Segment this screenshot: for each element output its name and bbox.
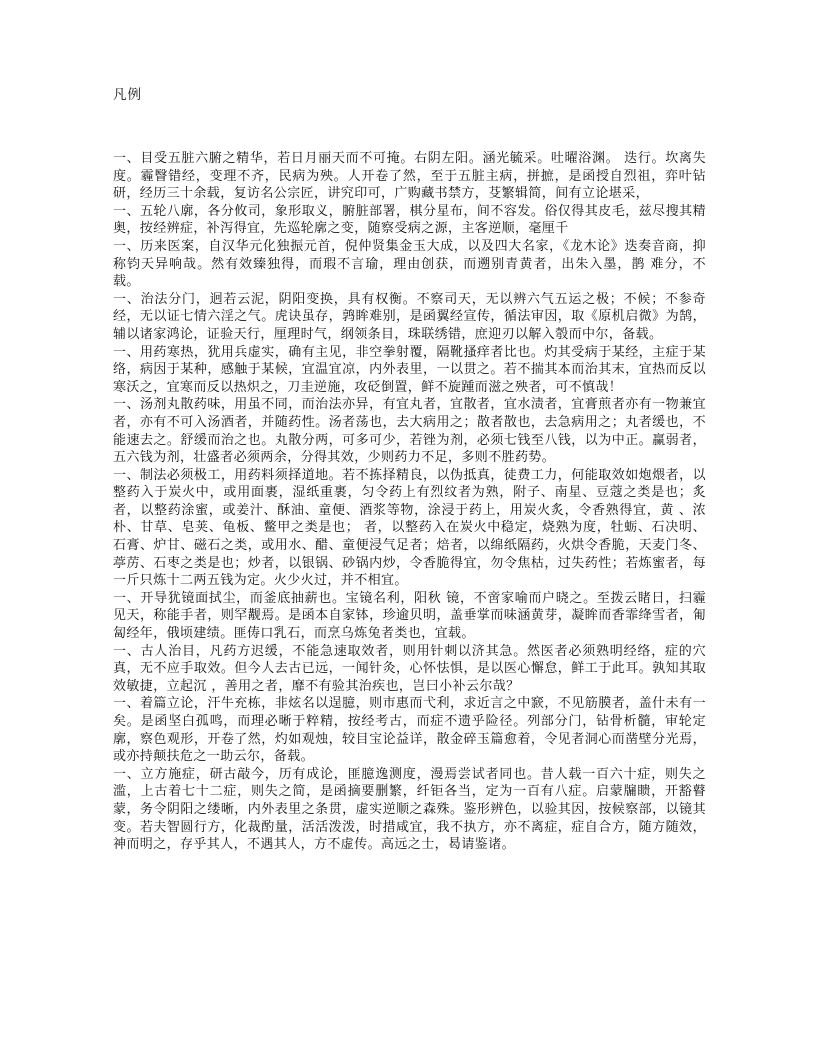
- document-body: [113, 150, 706, 854]
- paragraph: 一、立方施症，研古敲今，历有成论，匪臆逸测度，漫焉尝试者同也。昔人载一百六十症，则失之滥，上古着七十二症，则失之简，是函摘要删繁，纤钜各当，定为一百有八症。启蒙牖瞆，开豁瞽蒙，务令阴阳之缕晰，内外表里之条贯，虚实逆顺之森殊。鉴形辨色，以验其因，按候察部，以镜其变。若夫智圆行方，化裁酌量，活活泼泼，时措咸宜，我不执方，亦不离症，症自合方，随方随效，神而明之，存乎其人，不遇其人，方不虚传。高远之士，曷请鉴诸。: [113, 766, 706, 853]
- paragraph: 一、五轮八廓，各分攸司，象形取义，腑脏部署，棋分星布，间不容发。俗仅得其皮毛，兹尽搜其精奥，按经辨症，补泻得宜，先巡轮廓之变，随察受病之源，主客逆顺，毫厘千: [113, 203, 706, 237]
- page-title: 凡例: [113, 87, 142, 103]
- paragraph: 一、开导犹镜面拭尘，而釜底抽薪也。宝镜名利，阳秋 镜，不啻家喻而户晓之。至拨云睹日，扫霾见天，称能手者，则罕觏焉。是函本自家钵，珍逾贝明，盖垂掌而味涵黄芽，凝眸而香霏绛雪者，匍匐经年，俄顷建绩。匪俦口乳石，而烹乌炼兔者类也，宜载。: [113, 590, 706, 642]
- paragraph: 一、制法必须极工，用药料须择道地。若不拣择精良，以伪抵真，徒费工力，何能取效如炮煨者，以整药入于炭火中，或用面裹，湿纸重裹，匀令药上有烈纹者为熟，附子、南星、豆蔻之类是也；炙者，以整药涂蜜，或姜汁、酥油、童便、酒浆等物，涂浸于药上，用炭火炙，令香熟得宜，黄 、浓朴、甘草、皂荚、龟板、鳖甲之类是也； 者，以整药入在炭火中稳定，烧熟为度，牡蛎、石决明、石膏、炉甘、磁石之类，或用水、醋、童便浸气足者；焙者，以绵纸隔药，火烘令香脆，天麦门冬、葶苈、石枣之类是也；炒者，以银锅、砂锅内炒，令香脆得宜，勿令焦枯，过失药性；若炼蜜者，每一斤只炼十二两五钱为定。火少火过，并不相宜。: [113, 467, 706, 589]
- paragraph: 一、目受五脏六腑之精华，若日月丽天而不可掩。右阴左阳。涵光毓采。吐曜浴渊。 迭行。坎离失度。霾瞖错经，变理不齐，民病为殃。人开卷了然，至于五脏主病，拼摭，是函授自烈祖，弈叶钻研，经历三十余载，复访名公宗匠，讲究印可，广购藏书禁方，芟繁辑简，间有立论堪采，: [113, 151, 706, 202]
- paragraph: 一、历来医案，自汉华元化独振元首，倪仲贤集金玉大成，以及四大名家，《龙木论》迭奏音商，抑称钧天异响哉。然有效臻独得，而瑕不言瑜，理由创获，而遡别青黄者，出朱入墨，鹊 难分，不载。: [113, 238, 706, 290]
- paragraph: 一、治法分门，迥若云泥，阴阳变换，具有权衡。不察司天，无以辨六气五运之极；不候；不参奇经，无以证七情六淫之气。虎诀虽存，鹑眸难别，是函翼经宣传，循法审因，取《原机启微》为鹄，辅以诸家鸿论，证验天行，厘理时气，纲领条目，珠联绣错，庶迎刃以解入彀而中尔，备载。: [113, 291, 706, 342]
- paragraph: 一、汤剂丸散药味，用虽不同，而治法亦异，有宜丸者，宜散者，宜水渍者，宜膏煎者亦有一物兼宜者，亦有不可入汤酒者，并随药性。汤者荡也，去大病用之；散者散也，去急病用之；丸者缓也，不能速去之。舒缓而治之也。丸散分两，可多可少，若锉为剂，必须七钱至八钱，以为中正。赢弱者，五六钱为剂，壮盛者必须两余，分得其效，少则药力不足，多则不胜药势。: [113, 397, 706, 466]
- paragraph: 一、古人治目，凡药方迟缓，不能急速取效者，则用针刺以济其急。然医者必须熟明经络，症的穴真，无不应手取效。但今人去古已远，一闻针灸，心怀怯惧，是以医心懈怠，鲜工于此耳。孰知其取效敏捷，立起沉 ，善用之者，靡不有验其治疾也，岂曰小补云尔哉？: [113, 643, 706, 694]
- paragraph: 一、着篇立论，汗牛充栋，非炫名以逞臆，则市惠而弋利，求近言之中窾，不见筋膜者，盖什未有一矣。是函坚白孤鸣，而理必晰于粹精，按经考古，而症不遗乎险径。列部分门，钻骨析髓，审轮定廓，察色观形，开卷了然，灼如观烛，较目宝论益详，散金碎玉篇愈着，令见者洞心而凿壁分光焉，或亦持颠扶危之一助云尔，备载。: [113, 696, 706, 765]
- paragraph: 一、用药寒热，犹用兵虚实，确有主见，非空拳射覆，隔靴搔痒者比也。灼其受病于某经，主症于某络，病因于某种，感触于某候，宜温宜凉，内外表里，一以贯之。若不揣其本而治其末，宜热而反以寒沃之，宜寒而反以热炽之，刀圭逆施，攻砭倒置，鲜不旋踵而滋之殃者，可不慎哉！: [113, 344, 706, 395]
